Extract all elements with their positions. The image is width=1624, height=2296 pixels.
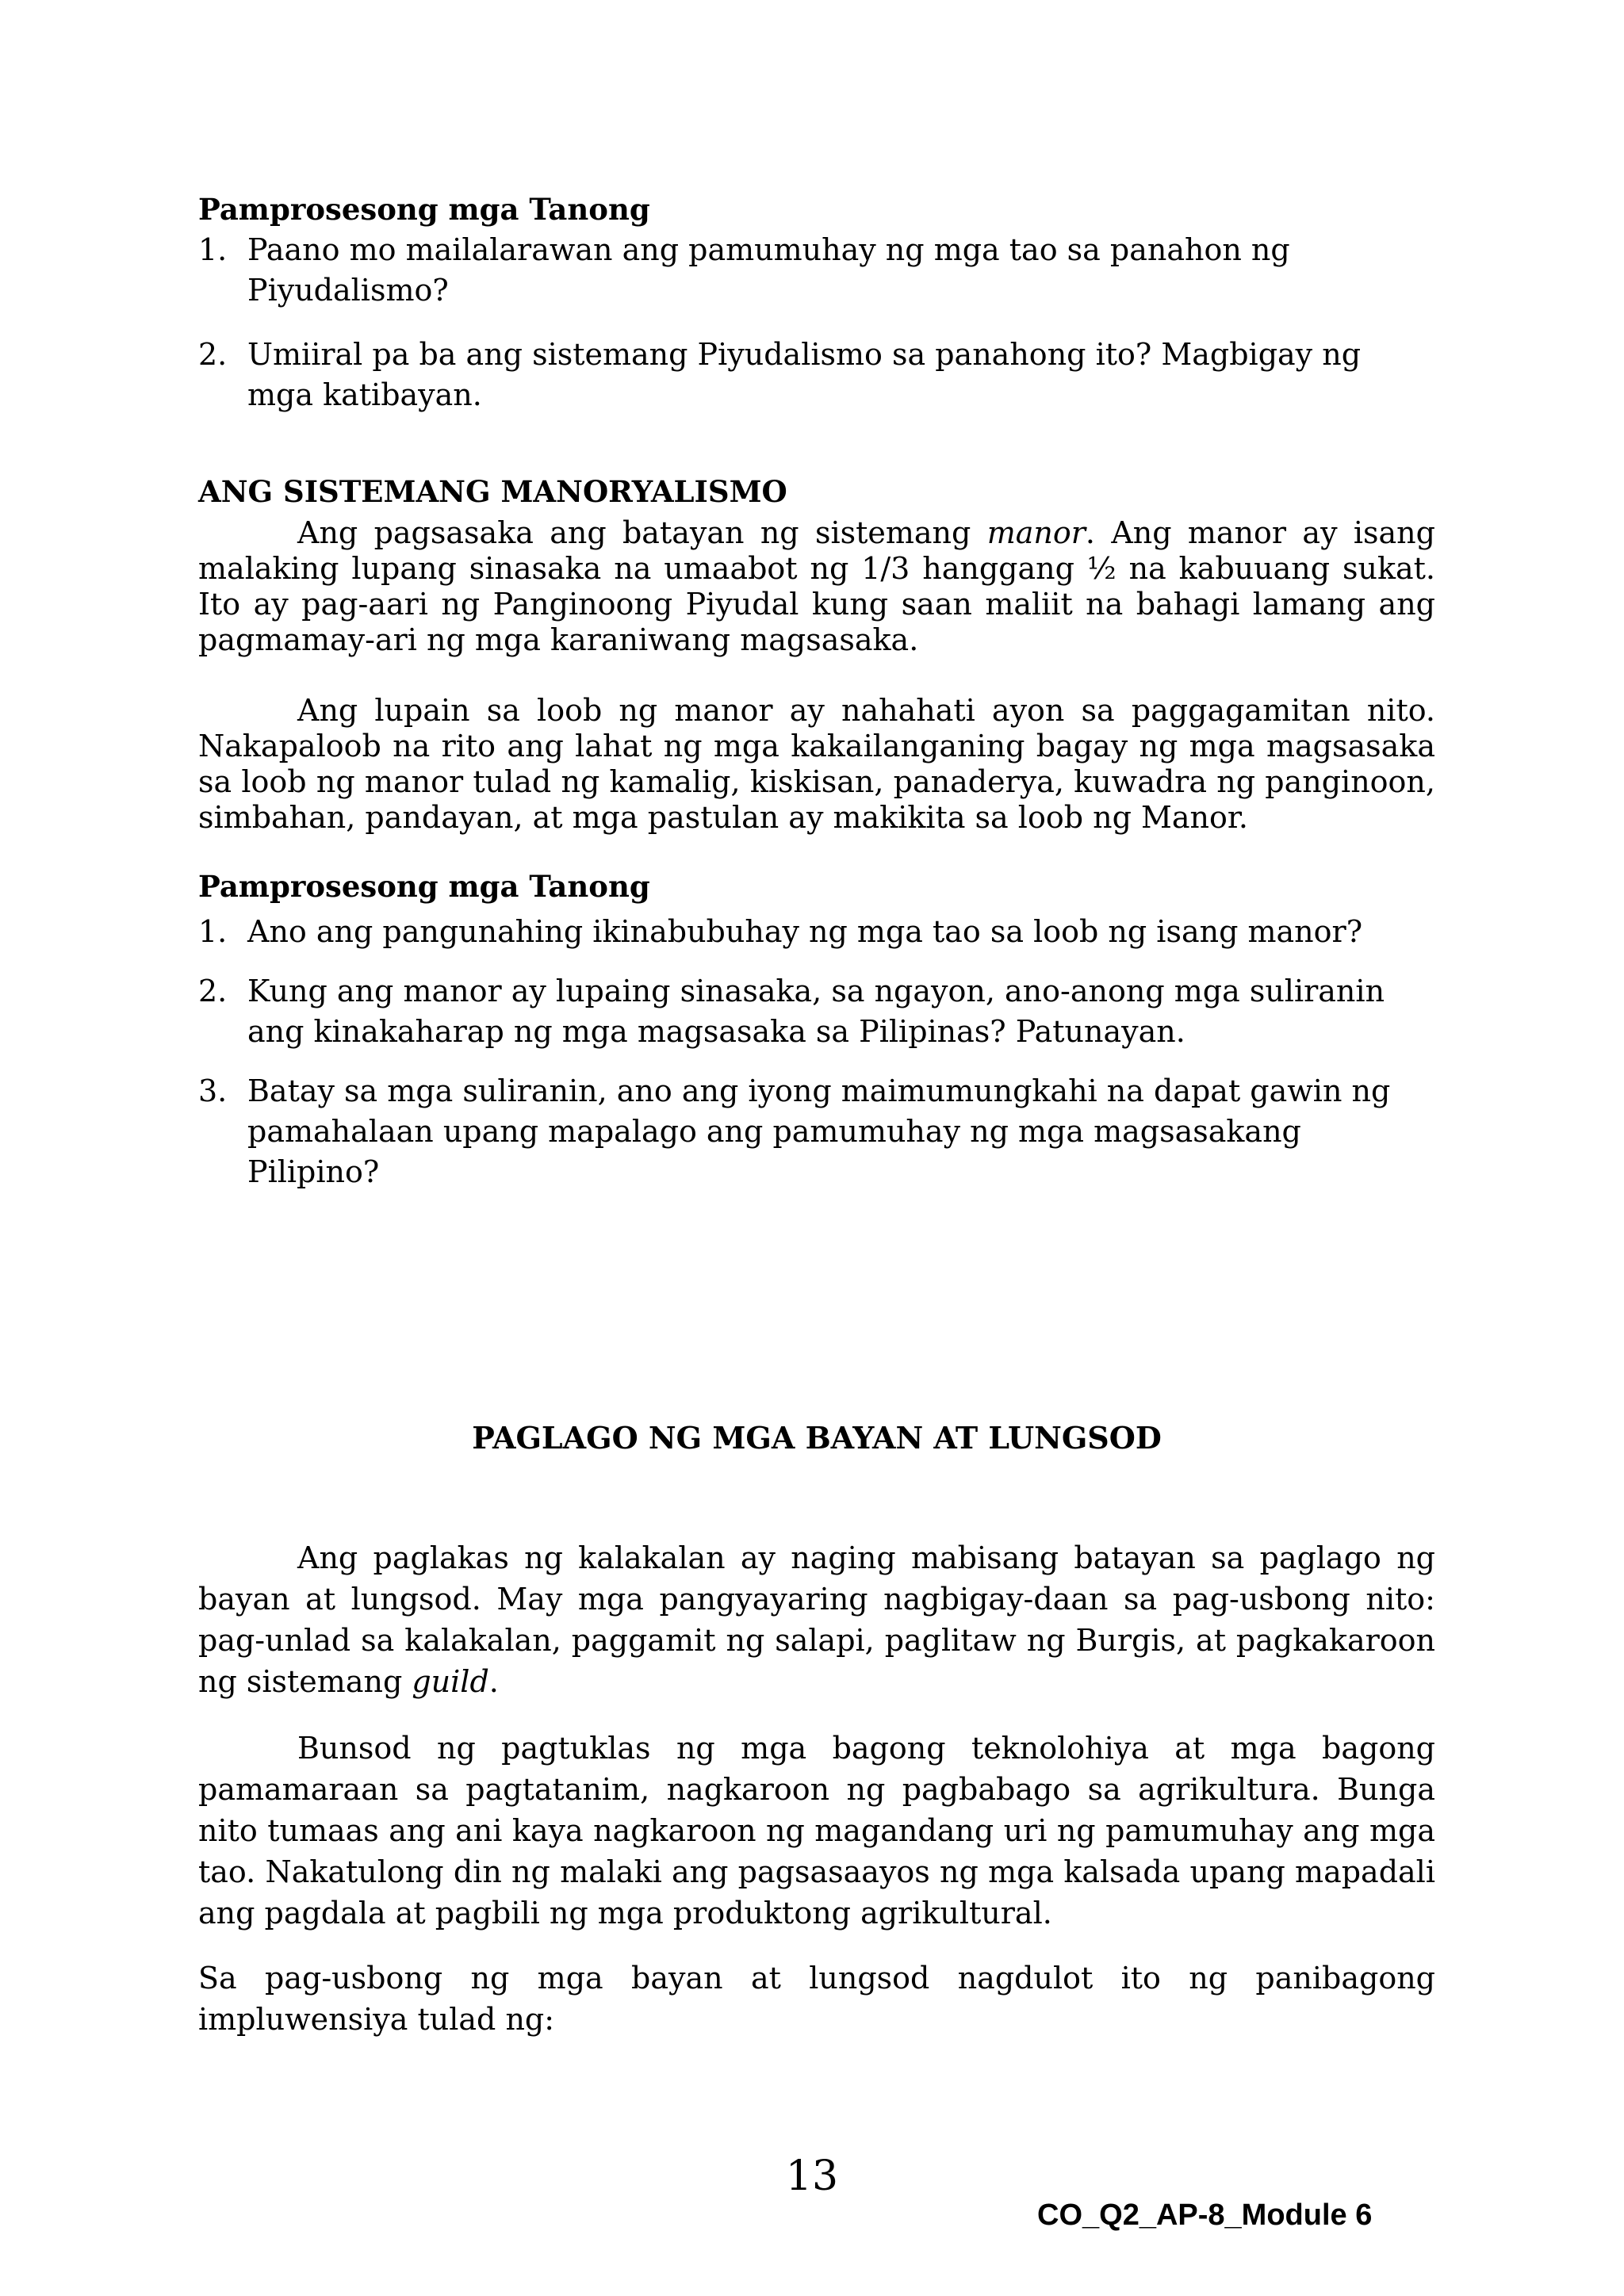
- manor-paragraph-2: Ang lupain sa loob ng manor ay nahahati ayon sa paggagamitan nito. Nakapaloob na rito ang lahat ng mga kakailanganing bagay ng mga magsasaka sa loob ng manor tulad ng kamalig, kiskisan, panaderya, kuwadra ng panginoon, simbahan, pandayan, at mga pastulan ay makikita sa loob ng Manor.: [198, 693, 1435, 835]
- question-text: Paano mo mailalarawan ang pamumuhay ng mga tao sa panahon ng Piyudalismo?: [247, 232, 1290, 308]
- manor-term: manor: [986, 515, 1086, 550]
- guild-term: guild: [412, 1664, 489, 1699]
- paglago-title: PAGLAGO NG MGA BAYAN AT LUNGSOD: [472, 1420, 1162, 1456]
- module-code: CO_Q2_AP-8_Module 6: [1037, 2198, 1373, 2232]
- question-text: Kung ang manor ay lupaing sinasaka, sa ngayon, ano-anong mga suliranin ang kinakaharap ng mga magsasaka sa Pilipinas? Patunayan.: [247, 974, 1385, 1049]
- question-number: 1.: [198, 914, 228, 949]
- question-list-1: [198, 230, 1435, 415]
- question-text: Umiiral pa ba ang sistemang Piyudalismo sa panahong ito? Magbigay ng mga katibayan.: [247, 337, 1362, 412]
- question-item: [198, 335, 1435, 415]
- question-item: [198, 971, 1435, 1052]
- page-number: 13: [785, 2152, 839, 2200]
- question-item: [198, 230, 1435, 311]
- question-item: [198, 1071, 1435, 1192]
- question-number: 1.: [198, 232, 228, 267]
- question-item: [198, 912, 1435, 952]
- question-text: Ano ang pangunahing ikinabubuhay ng mga tao sa loob ng isang manor?: [247, 914, 1363, 949]
- manor-paragraph-1-end: . Ang manor ay isang malaking lupang sinasaka na umaabot ng 1/3 hanggang ½ na kabuuang sukat. Ito ay pag-aari ng Panginoong Piyudal kung saan maliit na bahagi lamang ang pagmamay-ari ng mga karaniwang magsasaka.: [198, 515, 1435, 657]
- section-heading-manoryalismo: ANG SISTEMANG MANORYALISMO: [198, 474, 787, 509]
- question-list-2: [198, 912, 1435, 1192]
- paglago-paragraph-2: Bunsod ng pagtuklas ng mga bagong teknolohiya at mga bagong pamamaraan sa pagtatanim, nagkaroon ng pagbabago sa agrikultura. Bunga nito tumaas ang ani kaya nagkaroon ng magandang uri ng pamumuhay ang mga tao. Nakatulong din ng malaki ang pagsasaayos ng mga kalsada upang mapadali ang pagdala at pagbili ng mga produktong agrikultural.: [198, 1731, 1435, 1931]
- manor-paragraph-1-start: Ang pagsasaka ang batayan ng sistemang: [297, 515, 987, 550]
- paglago-paragraph-1-start: Ang paglakas ng kalakalan ay naging mabisang batayan sa paglago ng bayan at lungsod. May mga pangyayaring nagbigay-daan sa pag-usbong nito: pag-unlad sa kalakalan, paggamit ng salapi, paglitaw ng Burgis, at pagkakaroon ng sistemang: [198, 1540, 1435, 1699]
- question-number: 2.: [198, 974, 228, 1008]
- paglago-paragraph-3: Sa pag-usbong ng mga bayan at lungsod nagdulot ito ng panibagong impluwensiya tulad ng:: [198, 1961, 1435, 2037]
- question-text: Batay sa mga suliranin, ano ang iyong maimumungkahi na dapat gawin ng pamahalaan upang mapalago ang pamumuhay ng mga magsasakang Pilipino?: [247, 1073, 1391, 1189]
- question-number: 2.: [198, 337, 228, 372]
- section-heading-questions-2: Pamprosesong mga Tanong: [198, 869, 650, 904]
- manor-paragraph-1: [198, 515, 1435, 658]
- paglago-paragraph-1: [198, 1537, 1435, 1702]
- question-number: 3.: [198, 1073, 228, 1108]
- section-heading-questions-1: Pamprosesong mga Tanong: [198, 192, 650, 227]
- paglago-paragraph-1-end: .: [488, 1664, 499, 1699]
- page-content: [198, 189, 1435, 2040]
